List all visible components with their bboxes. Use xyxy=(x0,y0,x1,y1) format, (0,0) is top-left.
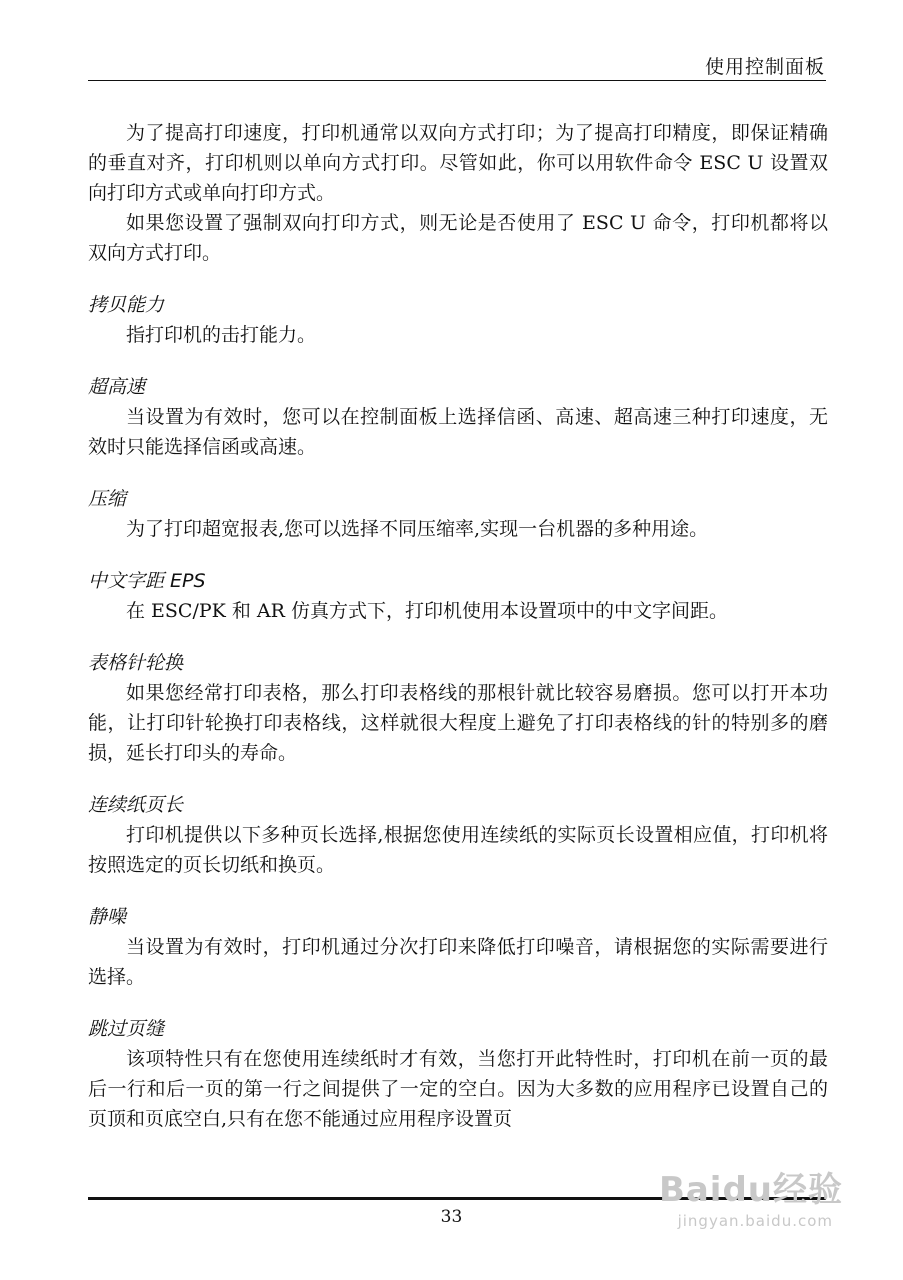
watermark-logo: Baidu经验 xyxy=(658,1170,843,1210)
section-body: 指打印机的击打能力。 xyxy=(126,324,317,346)
page-content xyxy=(88,118,828,1134)
section-body: 该项特性只有在您使用连续纸时才有效，当您打开此特性时，打印机在前一页的最后一行和后一页的第一行之间提供了一定的空白。因为大多数的应用程序已设置自己的页顶和页底空白,只有在您不能通过应用程序设置页 xyxy=(88,1048,828,1130)
section-chinese-spacing xyxy=(88,566,828,626)
section-title: 静噪 xyxy=(88,906,127,928)
section-body: 打印机提供以下多种页长选择,根据您使用连续纸的实际页长设置相应值，打印机将按照选定的页长切纸和换页。 xyxy=(88,824,828,876)
section-title: 压缩 xyxy=(88,488,127,510)
section-skip-perforation xyxy=(88,1014,828,1134)
section-quiet-mode xyxy=(88,902,828,992)
header-divider xyxy=(88,80,826,81)
section-title: 表格针轮换 xyxy=(88,652,184,674)
section-title: 超高速 xyxy=(88,376,146,398)
watermark-url: jingyan.baidu.com xyxy=(677,1212,833,1230)
section-body: 当设置为有效时，打印机通过分次打印来降低打印噪音，请根据您的实际需要进行选择。 xyxy=(88,936,828,988)
intro-paragraph: 如果您设置了强制双向打印方式，则无论是否使用了 ESC U 命令，打印机都将以双向方式打印。 xyxy=(88,212,828,264)
section-title: 拷贝能力 xyxy=(88,294,165,316)
section-title: 中文字距 EPS xyxy=(88,570,206,592)
section-continuous-paper-length xyxy=(88,790,828,880)
section-body: 为了打印超宽报表,您可以选择不同压缩率,实现一台机器的多种用途。 xyxy=(126,518,709,540)
section-body: 如果您经常打印表格，那么打印表格线的那根针就比较容易磨损。您可以打开本功能，让打印针轮换打印表格线，这样就很大程度上避免了打印表格线的针的特别多的磨损，延长打印头的寿命。 xyxy=(88,682,828,764)
section-copy-capability xyxy=(88,290,828,350)
section-body: 当设置为有效时，您可以在控制面板上选择信函、高速、超高速三种打印速度，无效时只能选择信函或高速。 xyxy=(88,406,828,458)
section-title: 跳过页缝 xyxy=(88,1018,165,1040)
section-compression xyxy=(88,484,828,544)
section-title: 连续纸页长 xyxy=(88,794,184,816)
header-title: 使用控制面板 xyxy=(704,56,825,78)
intro-paragraph: 为了提高打印速度，打印机通常以双向方式打印；为了提高打印精度，即保证精确的垂直对齐，打印机则以单向方式打印。尽管如此，你可以用软件命令 ESC U 设置双向打印方式或单向打印方式。 xyxy=(88,122,828,204)
section-table-pin-rotation xyxy=(88,648,828,768)
section-body: 在 ESC/PK 和 AR 仿真方式下，打印机使用本设置项中的中文字间距。 xyxy=(126,600,728,622)
section-super-speed xyxy=(88,372,828,462)
page-number: 33 xyxy=(440,1207,463,1227)
